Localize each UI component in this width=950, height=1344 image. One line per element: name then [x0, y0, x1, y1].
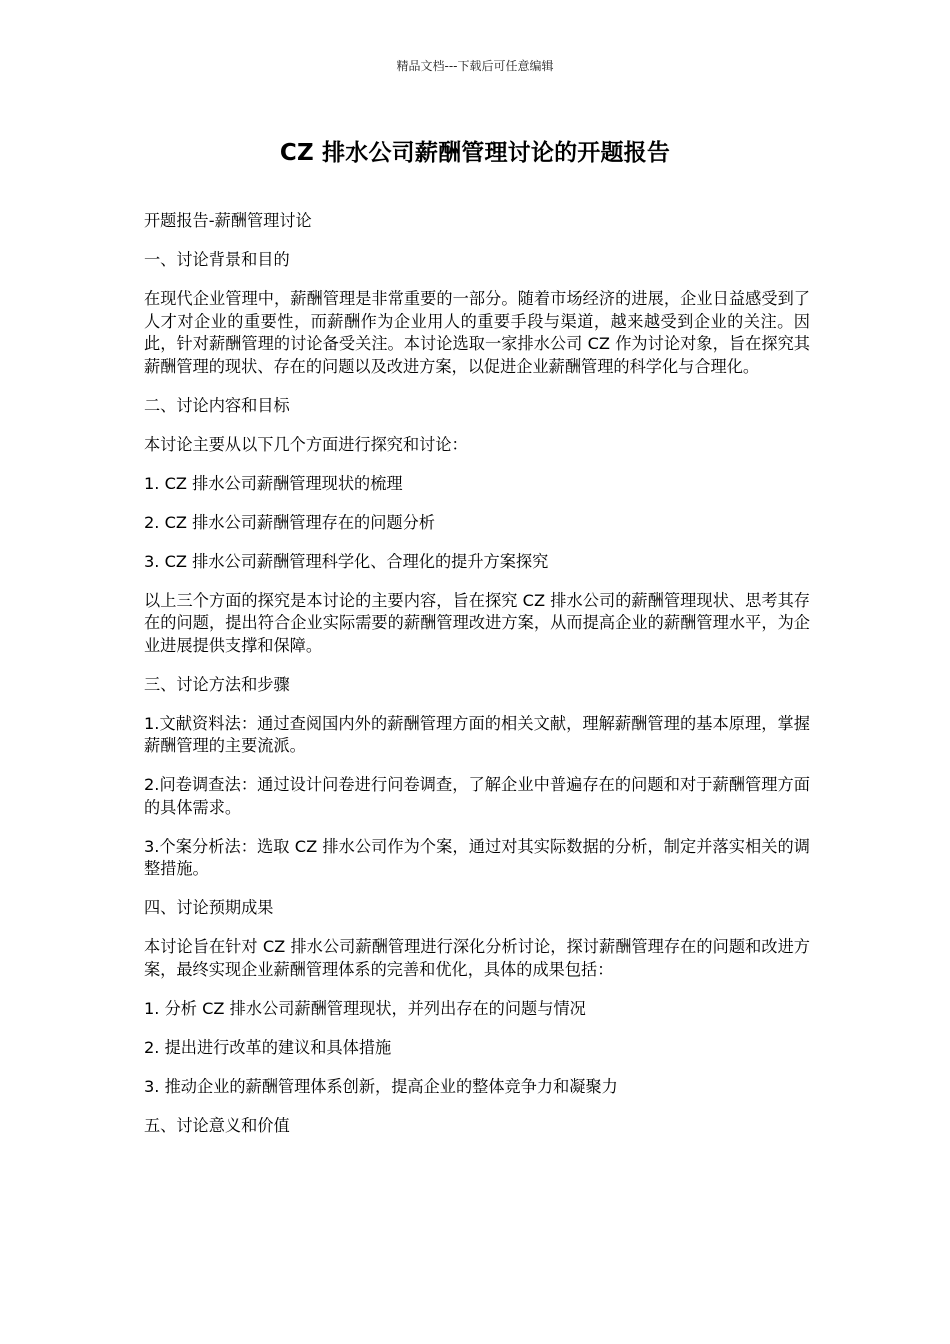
section-heading-1: 一、讨论背景和目的 — [144, 250, 290, 269]
document-body — [144, 210, 810, 1154]
list-item-content-3: 3. CZ 排水公司薪酬管理科学化、合理化的提升方案探究 — [144, 551, 549, 571]
section-heading-3: 三、讨论方法和步骤 — [144, 674, 290, 694]
list-item-outcome-2: 2. 提出进行改革的建议和具体措施 — [144, 1037, 392, 1057]
paragraph-content-summary: 以上三个方面的探究是本讨论的主要内容，旨在探究 CZ 排水公司的薪酬管理现状、思考其存在的问题，提出符合企业实际需要的薪酬管理改进方案，从而提高企业的薪酬管理水平，为企业进展提供支撑和保障。 — [144, 590, 810, 655]
list-item-method-2: 2.问卷调查法：通过设计问卷进行问卷调查，了解企业中普遍存在的问题和对于薪酬管理方面的具体需求。 — [144, 775, 810, 817]
list-item-content-2: 2. CZ 排水公司薪酬管理存在的问题分析 — [144, 512, 435, 532]
list-item-outcome-1: 1. 分析 CZ 排水公司薪酬管理现状，并列出存在的问题与情况 — [144, 998, 586, 1018]
paragraph-content-intro: 本讨论主要从以下几个方面进行探究和讨论： — [144, 434, 468, 454]
section-heading-2: 二、讨论内容和目标 — [144, 395, 290, 415]
paragraph-background: 在现代企业管理中，薪酬管理是非常重要的一部分。随着市场经济的进展，企业日益感受到了人才对企业的重要性，而薪酬作为企业用人的重要手段与渠道，越来越受到企业的关注。因此，针对薪酬管理的讨论备受关注。本讨论选取一家排水公司 CZ 作为讨论对象，旨在探究其薪酬管理的现状、存在的问题以及改进方案，以促进企业薪酬管理的科学化与合理化。 — [144, 289, 810, 376]
document-title: CZ 排水公司薪酬管理讨论的开题报告 — [279, 140, 671, 166]
header-note: 精品文档---下载后可任意编辑 — [396, 59, 554, 73]
subtitle-line: 开题报告-薪酬管理讨论 — [144, 211, 312, 230]
section-heading-4: 四、讨论预期成果 — [144, 898, 274, 917]
paragraph-outcomes-intro: 本讨论旨在针对 CZ 排水公司薪酬管理进行深化分析讨论，探讨薪酬管理存在的问题和改进方案，最终实现企业薪酬管理体系的完善和优化，具体的成果包括： — [144, 937, 810, 979]
list-item-outcome-3: 3. 推动企业的薪酬管理体系创新，提高企业的整体竞争力和凝聚力 — [144, 1076, 618, 1096]
section-heading-5: 五、讨论意义和价值 — [144, 1115, 290, 1135]
list-item-method-3: 3.个案分析法：选取 CZ 排水公司作为个案，通过对其实际数据的分析，制定并落实相关的调整措施。 — [144, 836, 810, 878]
list-item-content-1: 1. CZ 排水公司薪酬管理现状的梳理 — [144, 473, 403, 493]
list-item-method-1: 1.文献资料法：通过查阅国内外的薪酬管理方面的相关文献，理解薪酬管理的基本原理，掌握薪酬管理的主要流派。 — [144, 713, 810, 755]
